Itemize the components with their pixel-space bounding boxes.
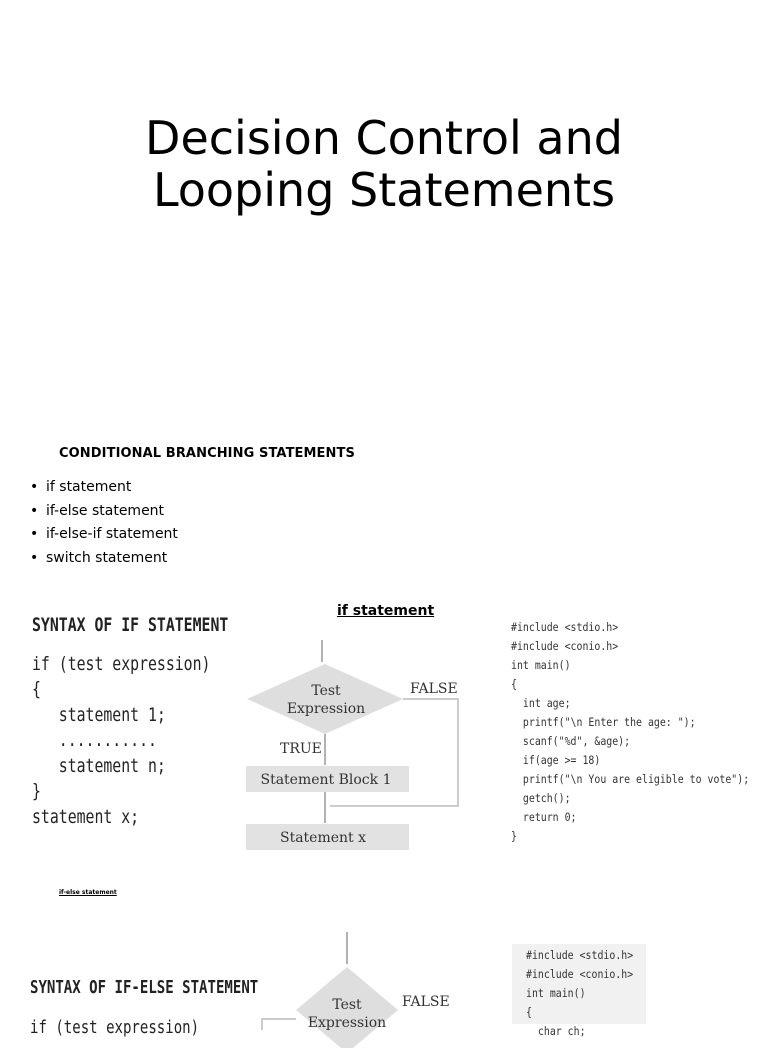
test-label: Test <box>332 997 362 1013</box>
expression-label: Expression <box>286 701 366 717</box>
list-item: • if-else statement <box>28 500 178 524</box>
syntax-line: statement x; <box>32 805 140 828</box>
code-line: if(age >= 18) <box>511 753 601 767</box>
list-item: • if-else-if statement <box>28 523 178 547</box>
if-else-caption: if-else statement <box>59 889 117 896</box>
if-else-syntax-heading: SYNTAX OF IF-ELSE STATEMENT <box>30 977 259 998</box>
code-line: { <box>511 677 517 691</box>
code-line: scanf("%d", &age); <box>511 734 631 748</box>
code-line: getch(); <box>511 791 571 805</box>
code-line: int main() <box>511 658 571 672</box>
code-line: char ch; <box>526 1024 586 1038</box>
code-line: #include <conio.h> <box>511 639 619 653</box>
list-item: • switch statement <box>28 547 178 571</box>
code-line: int age; <box>511 696 571 710</box>
syntax-line: } <box>32 780 41 802</box>
false-label: FALSE <box>410 681 458 697</box>
title-line-1: Decision Control and <box>145 111 623 165</box>
code-line: } <box>511 829 517 843</box>
syntax-line: statement 1; <box>32 703 166 726</box>
section-heading: CONDITIONAL BRANCHING STATEMENTS <box>59 446 355 461</box>
syntax-line: if (test expression) <box>32 652 211 675</box>
code-line: { <box>526 1005 532 1019</box>
if-else-code-sample <box>526 946 633 1041</box>
statement-x-label: Statement x <box>279 830 367 846</box>
if-syntax-heading: SYNTAX OF IF STATEMENT <box>32 614 229 636</box>
expression-label: Expression <box>307 1015 387 1031</box>
syntax-line: if (test expression) <box>30 1017 200 1038</box>
false-label: FALSE <box>402 994 450 1010</box>
statement-block-label: Statement Block 1 <box>260 772 392 788</box>
true-label: TRUE <box>280 741 322 757</box>
true-path <box>262 1019 296 1030</box>
code-line: #include <conio.h> <box>526 967 634 981</box>
syntax-line: statement n; <box>32 754 166 777</box>
code-line: printf("\n You are eligible to vote"); <box>511 772 750 786</box>
code-line: #include <stdio.h> <box>511 620 619 634</box>
syntax-line: ........... <box>32 729 157 751</box>
test-label: Test <box>311 683 341 699</box>
code-line: printf("\n Enter the age: "); <box>511 715 696 729</box>
code-line: int main() <box>526 986 586 1000</box>
if-statement-caption: if statement <box>337 603 435 619</box>
code-line: return 0; <box>511 810 577 824</box>
code-line: #include <stdio.h> <box>526 948 634 962</box>
syntax-line: { <box>32 678 41 700</box>
title-line-2: Looping Statements <box>152 163 616 217</box>
list-item: • if statement <box>28 476 178 500</box>
